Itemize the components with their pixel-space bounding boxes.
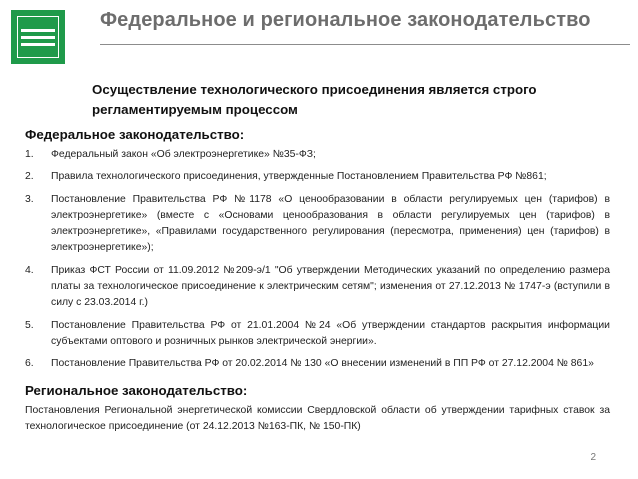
list-item-text: Правила технологического присоединения, утвержденные Постановлением Правительства РФ №861; — [51, 171, 547, 183]
logo-stripe — [21, 43, 55, 46]
logo-stripe — [21, 29, 55, 32]
logo — [11, 10, 65, 64]
list-item-text: Постановление Правительства РФ от 21.01.2004 №24 «Об утверждении стандартов раскрытия информации субъектами оптового и розничных рынков электрической энергии». — [51, 319, 610, 347]
slide-title: Федеральное и региональное законодательство — [100, 9, 591, 31]
regional-text: Постановления Региональной энергетической комиссии Свердловской области об утверждении тарифных ставок за технологическое присоединение (от 24.12.2013 №163-ПК, № 150-ПК) — [25, 405, 610, 433]
federal-heading: Федеральное законодательство: — [25, 127, 245, 142]
list-item-text: Федеральный закон «Об электроэнергетике» №35-ФЗ; — [51, 149, 316, 160]
list-item-number: 4. — [25, 264, 34, 276]
list-item-number: 2. — [25, 171, 34, 183]
list-item — [25, 169, 610, 185]
list-item — [25, 318, 610, 351]
title-divider — [100, 44, 630, 45]
page-number: 2 — [590, 452, 596, 463]
list-item-text: Постановление Правительства РФ от 20.02.2014 № 130 «О внесении изменений в ПП РФ от 27.12.2004 № 861» — [51, 358, 594, 370]
slide-subtitle: Осуществление технологического присоединения является строго регламентируемым процессом — [92, 82, 537, 117]
list-item-number: 3. — [25, 193, 34, 205]
federal-list — [25, 147, 610, 379]
list-item — [25, 356, 610, 372]
list-item-number: 5. — [25, 319, 34, 331]
list-item-text: Приказ ФСТ России от 11.09.2012 №209-э/1 "Об утверждении Методических указаний по определению размера платы за технологическое присоединение к электрическим сетям"; изменения от 27.12.2013 № 1747-э (вступили в силу с 23.03.2014 г.) — [51, 264, 610, 309]
list-item-number: 1. — [25, 149, 34, 160]
list-item — [25, 147, 610, 163]
list-item — [25, 263, 610, 312]
list-item-number: 6. — [25, 358, 34, 370]
list-item-text: Постановление Правительства РФ №1178 «О ценообразовании в области регулируемых цен (тарифов) в электроэнергетике» (вместе с «Основами ценообразования в области регулируемых цен (тарифов) в электроэнергетике», «Правилами государственного регулирования (пересмотра, применения) цен (тарифов) в электроэнергетике»); — [51, 193, 610, 254]
list-item — [25, 192, 610, 257]
logo-stripe — [21, 36, 55, 39]
regional-heading: Региональное законодательство: — [25, 383, 248, 398]
